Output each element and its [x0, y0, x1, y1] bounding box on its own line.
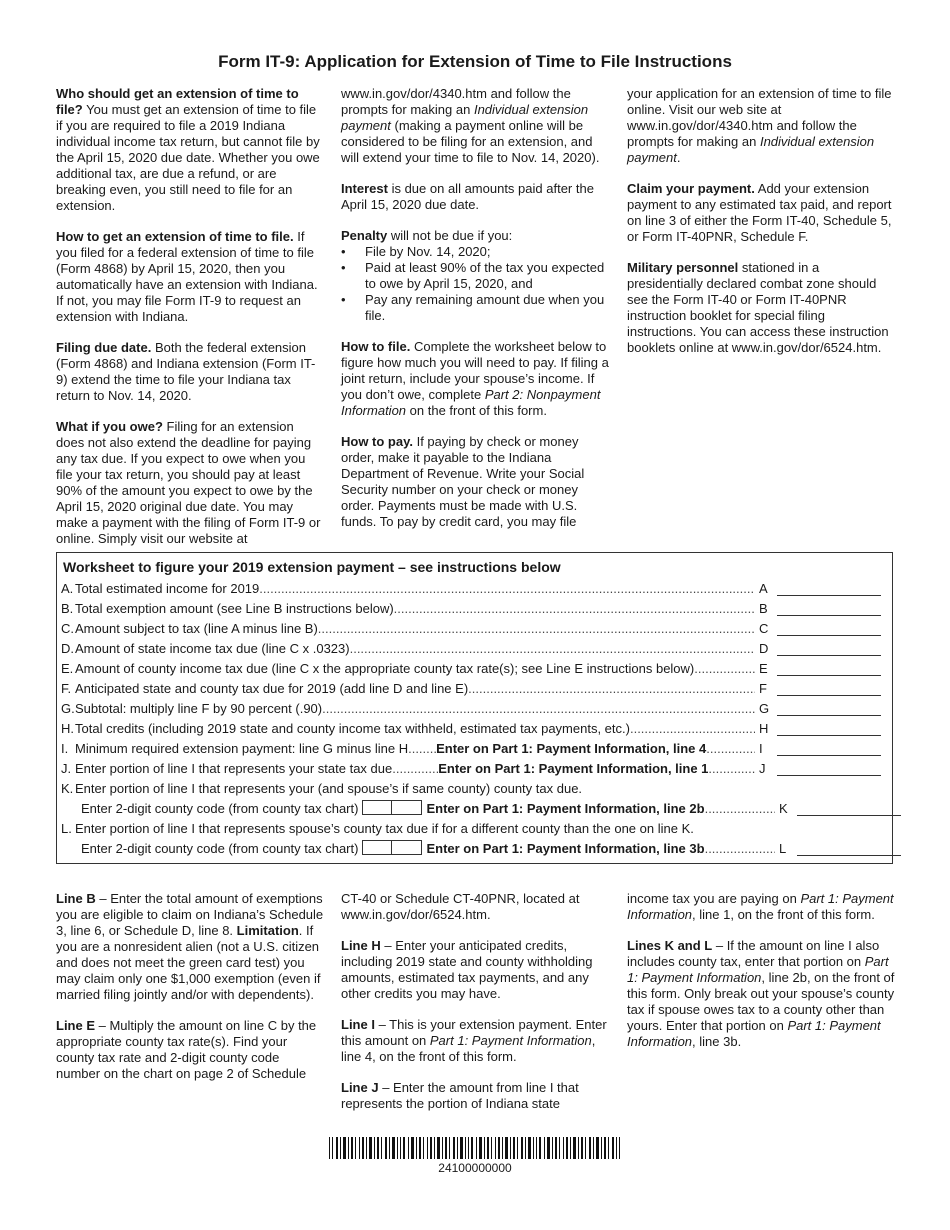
paragraph-interest: Interest is due on all amounts paid after the April 15, 2020 due date. [341, 181, 594, 212]
paragraph-lines-k-and-l: Lines K and L – If the amount on line I also includes county tax, enter that portion on Part 1: Payment Information, line 2b, on the front of this form. Only break out your spouse’s county tax if spouse owes tax to a county other than yours. Enter that portion on Part 1: Payment Information, line 3b. [627, 938, 895, 1049]
line-l-county-code-field[interactable] [362, 840, 422, 856]
paragraph-line-h: Line H – Enter your anticipated credits, including 2019 state and county withholding amounts, estimated tax payments, and any other credits you may have. [341, 938, 593, 1001]
paragraph-online-extension: your application for an extension of time to file online. Visit our web site at www.in.gov/dor/4340.htm and follow the prompts for making an Individual extension payment. [627, 86, 892, 165]
line-a-amount-field[interactable] [777, 581, 881, 596]
line-j-amount-field[interactable] [777, 761, 881, 776]
paragraph-line-e-continued: CT-40 or Schedule CT-40PNR, located at www.in.gov/dor/6524.htm. [341, 891, 580, 922]
worksheet-row-k-county: Enter 2-digit county code (from county tax chart) Enter on Part 1: Payment Information, line 2b ..... K [61, 800, 901, 818]
line-c-amount-field[interactable] [777, 621, 881, 636]
line-l-amount-field[interactable] [797, 841, 901, 856]
list-item: • File by Nov. 14, 2020; [341, 244, 609, 260]
list-item: • Pay any remaining amount due when you file. [341, 292, 609, 324]
line-b-amount-field[interactable] [777, 601, 881, 616]
paragraph-line-i: Line I – This is your extension payment. Enter this amount on Part 1: Payment Information, line 4, on the front of this form. [341, 1017, 607, 1064]
paragraph-what-if-you-owe: What if you owe? Filing for an extension does not also extend the deadline for paying any tax due. If you expect to owe when you file your tax return, you should pay at least 90% of the amount you expect to owe by the April 15, 2020 original due date. You may make a payment with the filing of Form IT-9 or online. Simply visit our website at [56, 419, 321, 546]
worksheet-row-f: F. Anticipated state and county tax due for 2019 (add line D and line E) ..... F [61, 680, 881, 698]
paragraph-filing-due-date: Filing due date. Both the federal extension (Form 4868) and Indiana extension (Form IT-9) extend the time to file your Indiana tax return to Nov. 14, 2020. [56, 340, 316, 403]
line-k-amount-field[interactable] [797, 801, 901, 816]
line-h-amount-field[interactable] [777, 721, 881, 736]
worksheet-row-h: H. Total credits (including 2019 state and county income tax withheld, estimated tax payments, etc.) ..... H [61, 720, 881, 738]
penalty-conditions-list [341, 244, 609, 324]
paragraph-claim-payment: Claim your payment. Add your extension payment to any estimated tax paid, and report on line 3 of either the Form IT-40, Schedule 5, or Form IT-40PNR, Schedule F. [627, 181, 892, 244]
barcode-number: 24100000000 [438, 1161, 512, 1175]
paragraph-who-should-file: Who should get an extension of time to file? You must get an extension of time to file if you are required to file a 2019 Indiana individual income tax return, but cannot file by the April 15, 2020 due date. Whether you owe additional tax, are due a refund, or are breaking even, you still need to file for an extension. [56, 86, 320, 213]
paragraph-line-e: Line E – Multiply the amount on line C by the appropriate county tax rate(s). Find your county tax rate and 2-digit county code number on the chart on page 2 of Schedule [56, 1018, 317, 1081]
instructions-column-2 [341, 86, 609, 545]
worksheet-row-l-county: Enter 2-digit county code (from county tax chart) Enter on Part 1: Payment Information, line 3b ..... L [61, 840, 901, 858]
paragraph-how-to-get-extension: How to get an extension of time to file. If you filed for a federal extension of time to file (Form 4868) by April 15, 2020, then you automatically have an extension with Indiana. If not, you may file Form IT-9 to request an extension with Indiana. [56, 229, 318, 324]
line-e-amount-field[interactable] [777, 661, 881, 676]
line-d-amount-field[interactable] [777, 641, 881, 656]
line-f-amount-field[interactable] [777, 681, 881, 696]
worksheet-row-l: L. Enter portion of line I that represents spouse’s county tax due if for a different county than the one on line K. [61, 821, 694, 836]
worksheet-row-i: I. Minimum required extension payment: line G minus line H ..... Enter on Part 1: Payment Information, line 4 ..... I [61, 740, 881, 758]
extension-worksheet [56, 552, 893, 864]
paragraph-line-b: Line B – Enter the total amount of exemptions you are eligible to claim on Indiana’s Schedule 3, line 6, or Schedule D, line 8. Limitation. If you are a nonresident alien (not a U.S. citizen and does not meet the green card test) you may claim only one $1,000 exemption (even if married filing jointly and/or with dependents). [56, 891, 324, 1002]
instructions-column-1 [56, 86, 324, 562]
worksheet-row-c: C. Amount subject to tax (line A minus line B) ..... C [61, 620, 881, 638]
line-i-amount-field[interactable] [777, 741, 881, 756]
paragraph-military-personnel: Military personnel stationed in a presidentially declared combat zone should see the Form IT-40 or Form IT-40PNR instruction booklet for special filing instructions. You can access these instruction booklets online at www.in.gov/dor/6524.htm. [627, 260, 889, 355]
page-title: Form IT-9: Application for Extension of Time to File Instructions [218, 52, 732, 71]
paragraph-line-j: Line J – Enter the amount from line I that represents the portion of Indiana state [341, 1080, 579, 1111]
worksheet-row-j: J. Enter portion of line I that represents your state tax due ..... Enter on Part 1: Payment Information, line 1 ..... J [61, 760, 881, 778]
paragraph-how-to-pay: How to pay. If paying by check or money order, make it payable to the Indiana Department of Revenue. Write your Social Security number on your check or money order. Payments must be made with U.S. funds. To pay by credit card, you may file [341, 434, 585, 529]
line-instructions-column-3 [627, 891, 897, 1065]
paragraph-penalty: Penalty will not be due if you: [341, 228, 513, 243]
worksheet-row-e: E. Amount of county income tax due (line C x the appropriate county tax rate(s); see Line E instructions below) ..... E [61, 660, 881, 678]
worksheet-title: Worksheet to figure your 2019 extension payment – see instructions below [63, 559, 561, 575]
line-g-amount-field[interactable] [777, 701, 881, 716]
worksheet-row-d: D. Amount of state income tax due (line C x .0323) ..... D [61, 640, 881, 658]
worksheet-row-a: A. Total estimated income for 2019 ..... A [61, 580, 881, 598]
paragraph-line-j-continued: income tax you are paying on Part 1: Payment Information, line 1, on the front of this form. [627, 891, 894, 922]
paragraph-how-to-file: How to file. Complete the worksheet below to figure how much you will need to pay. If filing a joint return, include your spouse’s income. If you don’t owe, complete Part 2: Nonpayment Information on the front of this form. [341, 339, 609, 418]
line-instructions-column-2 [341, 891, 609, 1127]
line-k-county-code-field[interactable] [362, 800, 422, 816]
paragraph-online-payment: www.in.gov/dor/4340.htm and follow the prompts for making an Individual extension payment (making a payment online will be considered to be filing for an extension, and will extend your time to file to Nov. 14, 2020). [341, 86, 600, 165]
line-instructions-column-1 [56, 891, 324, 1097]
barcode [329, 1137, 620, 1159]
instructions-column-3 [627, 86, 897, 371]
worksheet-row-b: B. Total exemption amount (see Line B instructions below) ..... B [61, 600, 881, 618]
list-item: • Paid at least 90% of the tax you expected to owe by April 15, 2020, and [341, 260, 609, 292]
worksheet-row-g: G. Subtotal: multiply line F by 90 percent (.90) ..... G [61, 700, 881, 718]
worksheet-row-k: K. Enter portion of line I that represents your (and spouse’s if same county) county tax due. [61, 781, 583, 796]
